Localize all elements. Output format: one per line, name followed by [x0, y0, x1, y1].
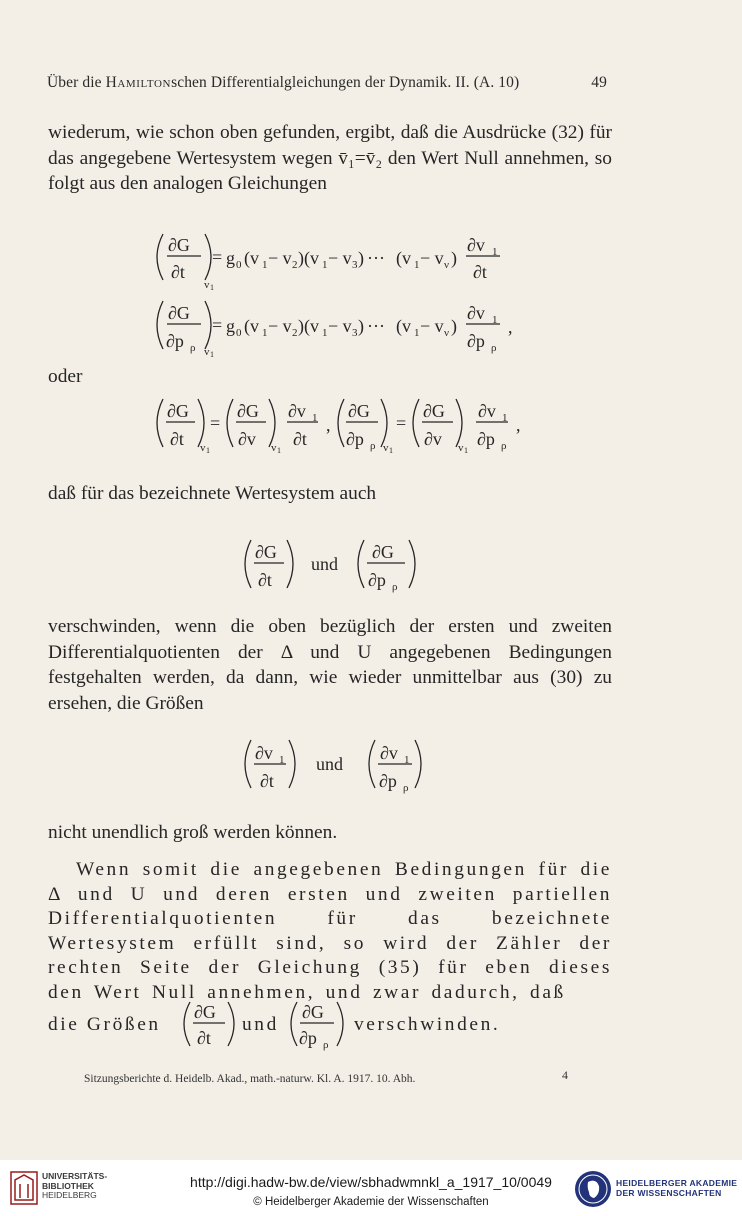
eq5-a-den: ∂t	[260, 771, 274, 791]
eq3-c-num-1: 1	[312, 412, 318, 424]
eq3-eq1: =	[210, 413, 221, 433]
eq1-f1-i: 1	[262, 259, 268, 271]
eq2-g0: 0	[236, 327, 242, 339]
eq2-f2: (v	[304, 316, 319, 336]
eq1-f3-c: )	[451, 248, 457, 268]
header-prefix: Über die	[47, 74, 106, 91]
eq1-sub-1: 1	[210, 283, 214, 292]
eq1-g0: 0	[236, 259, 242, 271]
copyright: © Heidelberger Akademie der Wissenschaften	[253, 1196, 489, 1208]
paragraph-1: wiederum, wie schon oben gefunden, ergibt, daß die Ausdrücke (32) für das angegebene Wertesystem wegen v̄₁=v̄₂ den Wert Null annehmen, so folgt aus den analogen Gleichungen	[48, 122, 612, 194]
eq2-num: ∂G	[168, 303, 190, 323]
eq1-rnum: ∂v	[467, 235, 485, 255]
eq2-f3-b: − v	[420, 316, 444, 336]
eq3-f-num: ∂v	[478, 401, 496, 421]
eq3-d-den: ∂p	[346, 429, 364, 449]
eqi-a-den: ∂t	[197, 1028, 211, 1048]
eq3-f-den-rho: ρ	[501, 440, 507, 452]
eq1-f3: (v	[396, 248, 411, 268]
eq2-sub: v	[204, 346, 210, 358]
eq3-a-den: ∂t	[170, 429, 184, 449]
eq1-f1: (v	[244, 248, 259, 268]
eq1-f3-i: 1	[414, 259, 420, 271]
eq1-f2-b: − v	[328, 248, 352, 268]
eq2-f3-i: 1	[414, 327, 420, 339]
eq4-a-den: ∂t	[258, 570, 272, 590]
eq2-f1-b: − v	[268, 316, 292, 336]
viewer-footer	[0, 1160, 742, 1216]
word-verschwinden: verschwinden.	[354, 1014, 501, 1035]
eqi-b-num: ∂G	[302, 1002, 324, 1022]
ub-line-2: BIBLIOTHEK	[42, 1180, 94, 1191]
eq2-rnum: ∂v	[467, 303, 485, 323]
eq2-rden-rho: ρ	[491, 342, 497, 354]
header-suffix: schen Differentialgleichungen der Dynamik. II. (A. 10)	[171, 74, 520, 91]
sheet-signature: 4	[562, 1068, 568, 1082]
eq2-sub-1: 1	[210, 350, 214, 359]
eq3-d-sub: v	[383, 442, 389, 454]
eq2-den: ∂p	[166, 331, 184, 351]
eq1-f2-j: 3	[352, 259, 358, 271]
eq4-b-den-rho: ρ	[392, 581, 398, 593]
eq1-f2-i: 1	[322, 259, 328, 271]
word-und-3: und	[242, 1014, 279, 1035]
equation-inline	[194, 1002, 329, 1051]
eq1-num: ∂G	[168, 235, 190, 255]
eq3-b-sub-1: 1	[277, 446, 281, 455]
eq3-a-sub-1: 1	[206, 446, 210, 455]
eq2-dots: ···	[367, 316, 385, 336]
eqi-b-den: ∂p	[299, 1028, 317, 1048]
eq3-comma2: ,	[516, 415, 521, 435]
eq2-rden: ∂p	[467, 331, 485, 351]
eq2-f2-b: − v	[328, 316, 352, 336]
footer-note: Sitzungsberichte d. Heidelb. Akad., math.-naturw. Kl. A. 1917. 10. Abh.	[84, 1073, 416, 1085]
eq4-b-num: ∂G	[372, 542, 394, 562]
eq3-d-den-rho: ρ	[370, 440, 376, 452]
paragraph-4: nicht unendlich groß werden können.	[48, 822, 338, 843]
hak-line-1: HEIDELBERGER AKADEMIE	[616, 1178, 738, 1188]
eq1-f2-c: )	[358, 248, 364, 268]
hak-line-2: DER WISSENSCHAFTEN	[616, 1188, 722, 1198]
eq1-f3-j: ν	[444, 259, 449, 271]
page-number: 49	[591, 74, 607, 91]
eq3-d-sub-1: 1	[389, 446, 393, 455]
eq5-und: und	[316, 754, 343, 774]
eq3-e-den: ∂v	[424, 429, 442, 449]
paragraph-2: daß für das bezeichnete Wertesystem auch	[48, 483, 377, 504]
eq3-d-num: ∂G	[348, 401, 370, 421]
paragraph-5: Wenn somit die angegebenen Bedingungen für die Δ und U und deren ersten und zweiten partiellen Differentialquotienten für das bezeichnete Wertesystem erfüllt sind, so wird der Zähler der rechten Seite der Gleichung (35) für eben dieses den Wert Null annehmen, und zwar dadurch, daß	[48, 859, 612, 1003]
eq3-comma1: ,	[326, 415, 331, 435]
eq1-f1-b: − v	[268, 248, 292, 268]
eq2-f2-j: 3	[352, 327, 358, 339]
eq2-eq: =	[212, 315, 223, 335]
eq2-comma: ,	[508, 317, 513, 337]
eq3-a-num: ∂G	[167, 401, 189, 421]
ub-line-3: HEIDELBERG	[42, 1190, 97, 1200]
header-name: Hamilton	[105, 74, 172, 91]
eq2-f3-c: )	[451, 316, 457, 336]
eq4-b-den: ∂p	[368, 570, 386, 590]
eq1-dots: ···	[367, 248, 385, 268]
ub-line-1: UNIVERSITÄTS-	[42, 1171, 108, 1181]
eq3-b-sub: v	[271, 442, 277, 454]
academy-seal-icon	[574, 1170, 612, 1208]
eq5-a-num-1: 1	[279, 754, 285, 766]
eq1-den: ∂t	[171, 262, 185, 282]
eq5-b-num: ∂v	[380, 743, 398, 763]
eq2-f2-c: )	[358, 316, 364, 336]
word-oder: oder	[48, 366, 83, 387]
eqi-a-num: ∂G	[194, 1002, 216, 1022]
eq2-f1-j: 2	[292, 327, 298, 339]
eq3-f-num-1: 1	[502, 412, 508, 424]
eq3-a-sub: v	[200, 442, 206, 454]
equation-2	[166, 303, 513, 359]
equation-4	[255, 542, 398, 593]
word-die-groessen: die Größen	[48, 1014, 161, 1035]
eq2-f3: (v	[396, 316, 411, 336]
eq1-f1-j: 2	[292, 259, 298, 271]
eq3-f-den: ∂p	[477, 429, 495, 449]
paragraph-3: verschwinden, wenn die oben bezüglich der ersten und zweiten Differentialquotienten der Δ und U angegebenen Bedingungen festgehalten werden, da dann, wie wieder unmittelbar aus (30) zu ersehen, die Größen	[48, 616, 612, 714]
eqi-b-den-rho: ρ	[323, 1039, 329, 1051]
eq2-g: g	[226, 316, 235, 336]
eq5-b-den-rho: ρ	[403, 782, 409, 794]
permalink[interactable]: http://digi.hadw-bw.de/view/sbhadwmnkl_a_1917_10/0049	[190, 1174, 552, 1190]
eq3-e-num: ∂G	[423, 401, 445, 421]
eq5-b-den: ∂p	[379, 771, 397, 791]
eq3-c-den: ∂t	[293, 429, 307, 449]
eq1-rnum-1: 1	[492, 246, 498, 258]
eq2-den-rho: ρ	[190, 342, 196, 354]
eq3-b-num: ∂G	[237, 401, 259, 421]
eq1-f2: (v	[304, 248, 319, 268]
eq4-und: und	[311, 554, 338, 574]
eq4-a-num: ∂G	[255, 542, 277, 562]
eq3-e-sub-1: 1	[464, 446, 468, 455]
eq1-f3-b: − v	[420, 248, 444, 268]
eq3-c-num: ∂v	[288, 401, 306, 421]
equation-1	[168, 235, 498, 292]
equation-5	[255, 743, 410, 794]
eq1-sub: v	[204, 279, 210, 291]
eq1-eq: =	[212, 247, 223, 267]
eq1-rden: ∂t	[473, 262, 487, 282]
eq2-f2-i: 1	[322, 327, 328, 339]
eq5-a-num: ∂v	[255, 743, 273, 763]
eq2-rnum-1: 1	[492, 314, 498, 326]
eq3-b-den: ∂v	[238, 429, 256, 449]
eq3-e-sub: v	[458, 442, 464, 454]
eq2-f1-i: 1	[262, 327, 268, 339]
eq2-f3-j: ν	[444, 327, 449, 339]
eq1-g: g	[226, 248, 235, 268]
eq2-f1: (v	[244, 316, 259, 336]
academy-name	[616, 1178, 737, 1198]
eq5-b-num-1: 1	[404, 754, 410, 766]
eq3-eq2: =	[396, 413, 407, 433]
eq2-f1-c: )	[298, 316, 304, 336]
eq1-f1-c: )	[298, 248, 304, 268]
